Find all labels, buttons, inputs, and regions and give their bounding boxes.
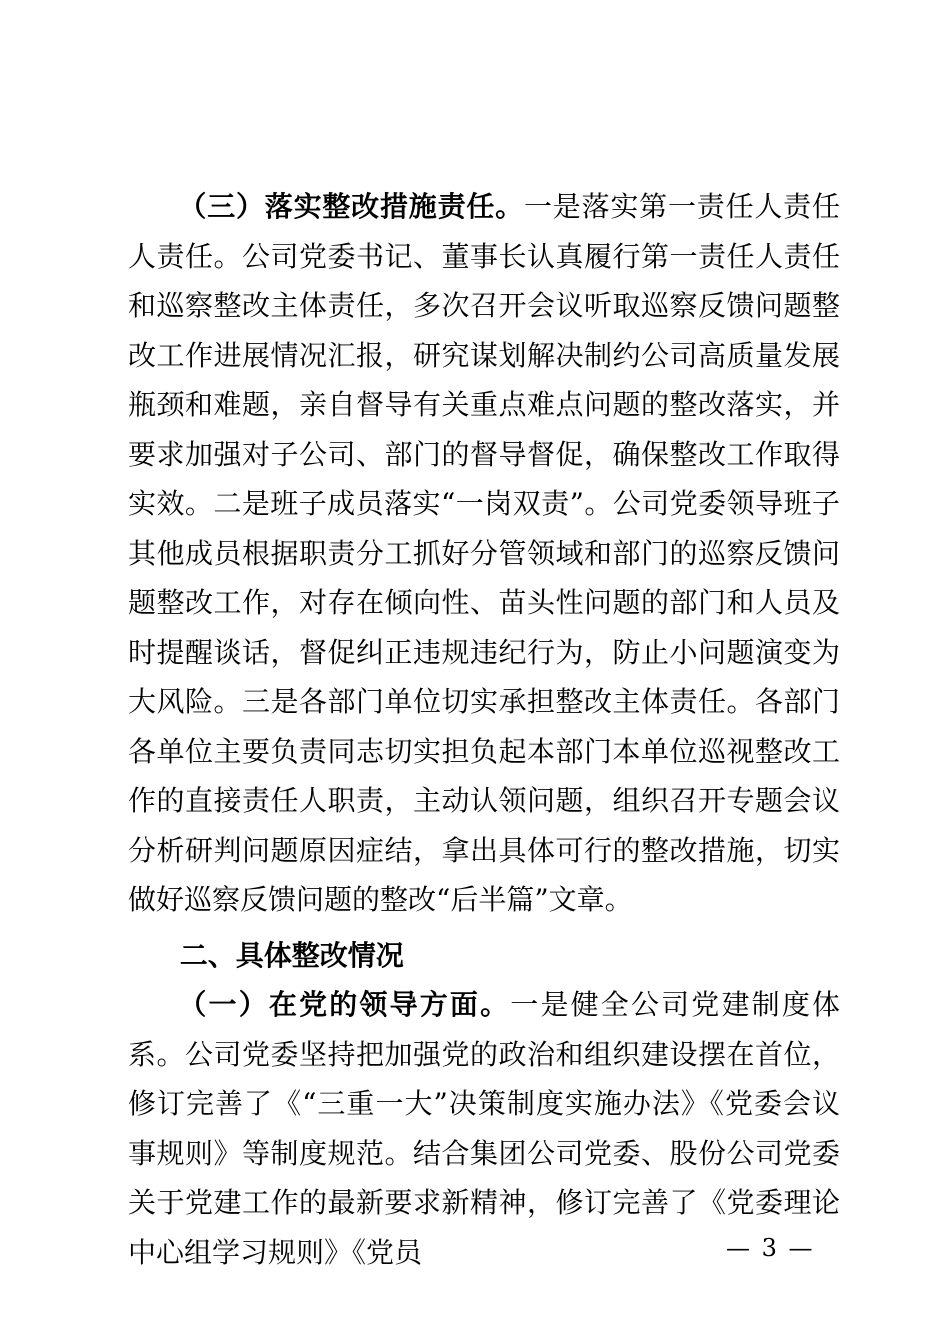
section-1-heading: （一）在党的领导方面。 [178, 988, 511, 1021]
document-page [128, 182, 840, 1277]
page-number: — 3 — [726, 1234, 815, 1262]
part-2-heading: 二、具体整改情况 [179, 938, 404, 972]
section-3-heading: （三）落实整改措施责任。 [178, 190, 524, 223]
paragraph-section-3 [128, 182, 840, 925]
section-1-body: 一是健全公司党建制度体系。公司党委坚持把加强党的政治和组织建设摆在首位，修订完善了《“三重一大”决策制度实施办法》《党委会议事规则》等制度规范。结合集团公司党委、股份公司党委关于党建工作的最新要求新精神，修订完善了《党委理论中心组学习规则》《党员 [128, 988, 840, 1269]
paragraph-section-1 [128, 980, 840, 1277]
section-3-body: 一是落实第一责任人责任人责任。公司党委书记、董事长认真履行第一责任人责任和巡察整改主体责任，多次召开会议听取巡察反馈问题整改工作进展情况汇报，研究谋划解决制约公司高质量发展瓶颈和难题，亲自督导有关重点难点问题的整改落实，并要求加强对子公司、部门的督导督促，确保整改工作取得实效。二是班子成员落实“一岗双责”。公司党委领导班子其他成员根据职责分工抓好分管领域和部门的巡察反馈问题整改工作，对存在倾向性、苗头性问题的部门和人员及时提醒谈话，督促纠正违规违纪行为，防止小问题演变为大风险。三是各部门单位切实承担整改主体责任。各部门各单位主要负责同志切实担负起本部门本单位巡视整改工作的直接责任人职责，主动认领问题，组织召开专题会议分析研判问题原因症结，拿出具体可行的整改措施，切实做好巡察反馈问题的整改“后半篇”文章。 [128, 190, 840, 916]
